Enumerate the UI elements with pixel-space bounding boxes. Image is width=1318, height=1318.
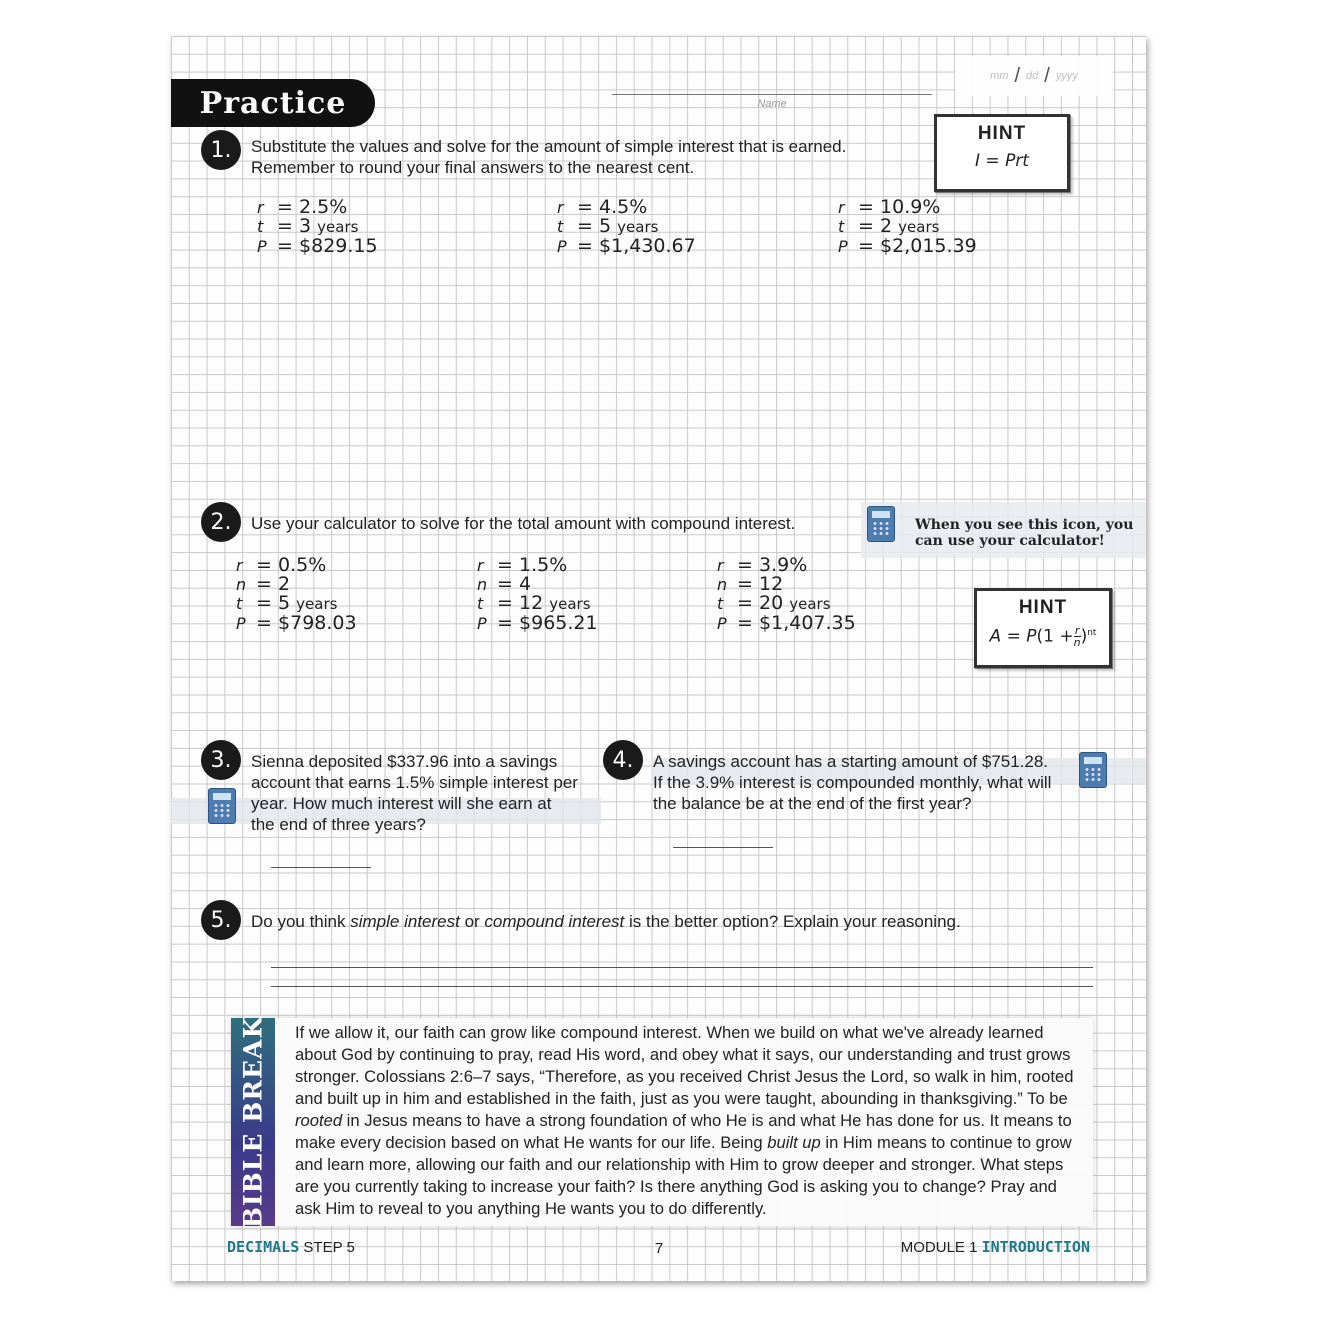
- problem-1b: r = 4.5% t = 5 years P = $1,430.67: [557, 196, 696, 257]
- date-yyyy: yyyy: [1055, 70, 1078, 82]
- hint-formula: I = Prt: [975, 151, 1029, 171]
- section-title: Practice: [199, 85, 347, 121]
- calculator-note: When you see this icon, you can use your calculator!: [861, 502, 1146, 558]
- problem-1a: r = 2.5% t = 3 years P = $829.15: [257, 196, 378, 257]
- worksheet-page: [171, 36, 1146, 1281]
- calculator-icon: [208, 788, 236, 824]
- bible-break-text: If we allow it, our faith can grow like compound interest. When we build on what we've already learned about God by continuing to pray, read His word, and obey what it says, our understanding and trust grows stronger. Colossians 2:6–7 says, “Therefore, as you received Christ Jesus the Lord, so walk in him, rooted and built up in him and established in the faith, just as you were taught, abounding in thanksgiving.” To be rooted in Jesus means to have a strong foundation of who He is and what He has done for us. It means to make every decision based on what He wants for our life. Being built up in Him means to continue to grow and learn more, allowing our faith and our relationship with Him to grow deeper and stronger. What steps are you currently taking to increase your faith? Is there anything God is asking you to change? Pray and ask Him to reveal to you anything He wants you to do differently.: [295, 1023, 1074, 1218]
- question-number-2: 2.: [201, 502, 241, 542]
- answer-line-4[interactable]: [673, 847, 773, 848]
- bible-break-label-bar: [231, 1015, 275, 1229]
- question-number-1: 1.: [201, 130, 241, 170]
- problem-2b: r = 1.5% n = 4 t = 12 years P = $965.21: [477, 554, 598, 634]
- problem-1c: r = 10.9% t = 2 years P = $2,015.39: [838, 196, 977, 257]
- date-mm: mm: [990, 70, 1009, 82]
- question-number-3: 3.: [201, 740, 241, 780]
- page-number: 7: [654, 1240, 664, 1257]
- date-field[interactable]: [955, 56, 1113, 96]
- bible-break-label: BIBLE BREAK: [238, 1015, 268, 1229]
- calculator-icon: [867, 506, 895, 542]
- date-separator: /: [1014, 64, 1021, 87]
- question-1-text: Substitute the values and solve for the amount of simple interest that is earned. Remember to round your final answers to the nearest cent.: [251, 137, 847, 177]
- section-banner: [171, 79, 375, 127]
- hint-title: HINT: [977, 123, 1027, 144]
- name-line[interactable]: [612, 94, 932, 95]
- date-dd: dd: [1026, 70, 1039, 82]
- question-5-text: Do you think simple interest or compound interest is the better option? Explain your reasoning.: [251, 912, 961, 931]
- question-number-5: 5.: [201, 900, 241, 940]
- answer-line-5a[interactable]: [271, 967, 1093, 968]
- question-number-4: 4.: [603, 740, 643, 780]
- date-separator: /: [1044, 64, 1050, 87]
- hint-title: HINT: [1018, 597, 1068, 618]
- calculator-icon: [1079, 752, 1107, 788]
- hint-box-compound: [974, 588, 1112, 668]
- footer-right: MODULE 1 INTRODUCTION: [900, 1238, 1090, 1256]
- problem-2c: r = 3.9% n = 12 t = 20 years P = $1,407.35: [717, 554, 856, 634]
- problem-2a: r = 0.5% n = 2 t = 5 years P = $798.03: [236, 554, 357, 634]
- name-label: Name: [757, 98, 787, 110]
- answer-line-3[interactable]: [271, 867, 371, 868]
- question-2-text: Use your calculator to solve for the total amount with compound interest.: [251, 514, 796, 533]
- question-4-text: A savings account has a starting amount of $751.28. If the 3.9% interest is compounded monthly, what will the balance be at the end of the first year?: [653, 752, 1052, 813]
- question-3-text: Sienna deposited $337.96 into a savings account that earns 1.5% simple interest per year. How much interest will she earn at the end of three years?: [251, 752, 578, 834]
- answer-line-5b[interactable]: [271, 986, 1093, 987]
- hint-box-simple: [934, 114, 1070, 192]
- hint-formula: A = P(1 + $\frac{r}{n}$ )$^{nt}$: [989, 624, 1097, 649]
- footer-left: DECIMALS STEP 5: [227, 1238, 355, 1256]
